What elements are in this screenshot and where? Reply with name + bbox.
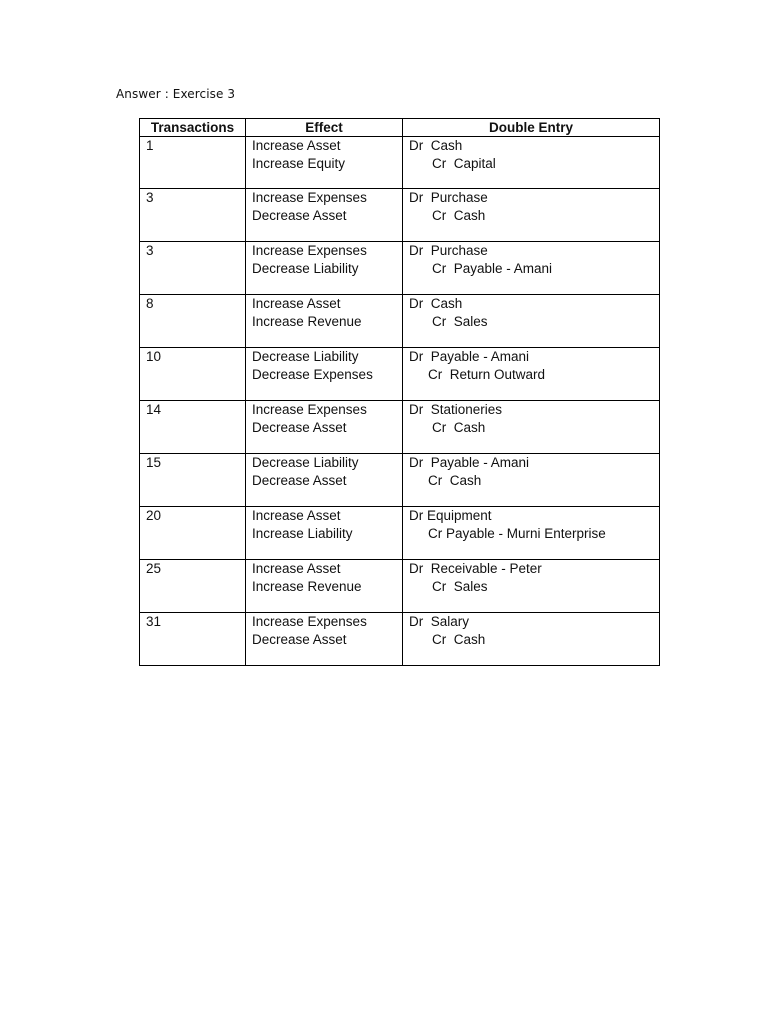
credit-line: Cr Payable - Murni Enterprise: [428, 526, 606, 541]
table-row: [140, 560, 660, 613]
effect-line: Decrease Asset: [252, 632, 347, 647]
double-entry-cell: [403, 242, 660, 295]
effect-cell: [246, 401, 403, 454]
effect-line: Decrease Liability: [252, 349, 359, 364]
effect-cell: [246, 189, 403, 242]
double-entry-cell: [403, 348, 660, 401]
effect-line: Increase Asset: [252, 296, 341, 311]
debit-line: Dr Payable - Amani: [409, 349, 530, 364]
credit-line: Cr Cash: [432, 208, 486, 223]
effect-line: Decrease Asset: [252, 420, 347, 435]
effect-line: Decrease Asset: [252, 473, 347, 488]
effect-cell: [246, 560, 403, 613]
debit-line: Dr Purchase: [409, 243, 488, 258]
double-entry-cell: [403, 295, 660, 348]
transaction-cell: 14: [140, 401, 246, 454]
effect-line: Increase Expenses: [252, 614, 367, 629]
transaction-cell: 3: [140, 242, 246, 295]
table-row: [140, 137, 660, 189]
effect-line: Increase Expenses: [252, 402, 367, 417]
table-row: [140, 295, 660, 348]
effect-line: Decrease Liability: [252, 455, 359, 470]
credit-line: Cr Sales: [432, 579, 488, 594]
table-row: [140, 401, 660, 454]
table-row: [140, 348, 660, 401]
credit-line: Cr Payable - Amani: [432, 261, 553, 276]
effect-cell: [246, 295, 403, 348]
credit-line: Cr Sales: [432, 314, 488, 329]
effect-line: Increase Revenue: [252, 579, 362, 594]
effect-line: Increase Equity: [252, 156, 346, 171]
effect-line: Decrease Expenses: [252, 367, 373, 382]
double-entry-cell: [403, 507, 660, 560]
credit-line: Cr Cash: [432, 632, 486, 647]
debit-line: Dr Salary: [409, 614, 470, 629]
credit-line: Cr Capital: [432, 156, 496, 171]
effect-line: Increase Asset: [252, 561, 341, 576]
credit-line: Cr Cash: [432, 420, 486, 435]
debit-line: Dr Payable - Amani: [409, 455, 530, 470]
effect-line: Increase Asset: [252, 138, 341, 153]
table-row: [140, 242, 660, 295]
double-entry-cell: [403, 401, 660, 454]
credit-line: Cr Return Outward: [428, 367, 546, 382]
transaction-cell: 8: [140, 295, 246, 348]
effect-cell: [246, 507, 403, 560]
double-entry-table: [139, 118, 660, 666]
transaction-cell: 25: [140, 560, 246, 613]
header-double-entry: Double Entry: [403, 119, 660, 137]
debit-line: Dr Cash: [409, 296, 463, 311]
double-entry-cell: [403, 454, 660, 507]
effect-cell: [246, 454, 403, 507]
effect-line: Increase Expenses: [252, 243, 367, 258]
effect-line: Increase Asset: [252, 508, 341, 523]
debit-line: Dr Cash: [409, 138, 463, 153]
debit-line: Dr Stationeries: [409, 402, 503, 417]
effect-line: Decrease Asset: [252, 208, 347, 223]
page-title: Answer : Exercise 3: [116, 87, 236, 101]
table-row: [140, 507, 660, 560]
credit-line: Cr Cash: [428, 473, 482, 488]
transaction-cell: 15: [140, 454, 246, 507]
double-entry-cell: [403, 613, 660, 666]
effect-line: Increase Liability: [252, 526, 353, 541]
effect-line: Decrease Liability: [252, 261, 359, 276]
effect-cell: [246, 613, 403, 666]
table-row: [140, 454, 660, 507]
table-header-row: [140, 119, 660, 137]
debit-line: Dr Purchase: [409, 190, 488, 205]
transaction-cell: 1: [140, 137, 246, 189]
double-entry-cell: [403, 189, 660, 242]
transaction-cell: 31: [140, 613, 246, 666]
transaction-cell: 10: [140, 348, 246, 401]
transaction-cell: 20: [140, 507, 246, 560]
transaction-cell: 3: [140, 189, 246, 242]
effect-line: Increase Expenses: [252, 190, 367, 205]
debit-line: Dr Equipment: [409, 508, 492, 523]
debit-line: Dr Receivable - Peter: [409, 561, 542, 576]
effect-cell: [246, 348, 403, 401]
double-entry-cell: [403, 137, 660, 189]
effect-cell: [246, 242, 403, 295]
table-row: [140, 189, 660, 242]
double-entry-cell: [403, 560, 660, 613]
effect-line: Increase Revenue: [252, 314, 362, 329]
header-effect: Effect: [246, 119, 403, 137]
effect-cell: [246, 137, 403, 189]
table-row: [140, 613, 660, 666]
header-transactions: Transactions: [140, 119, 246, 137]
